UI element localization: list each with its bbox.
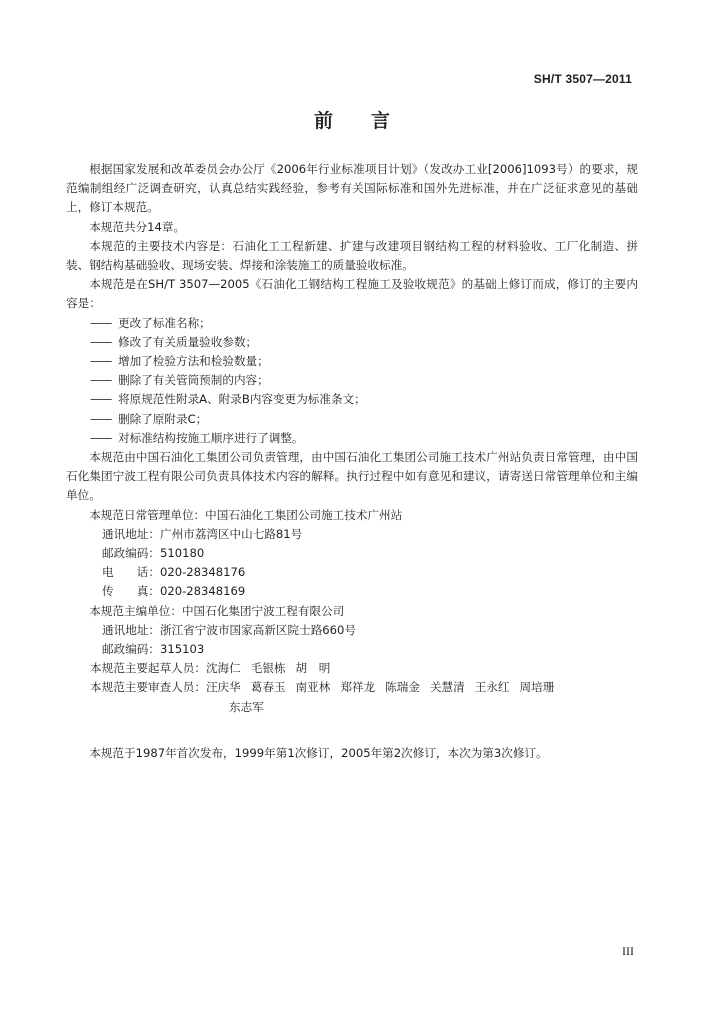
reviewers-line xyxy=(66,678,638,697)
address-value: 浙江省宁波市国家高新区院士路660号 xyxy=(159,622,357,637)
reviewers-names xyxy=(206,680,564,694)
change-item-text: 增加了检验方法和检验数量； xyxy=(118,354,269,369)
person-name: 郑祥龙 xyxy=(340,680,376,695)
person-name: 葛春玉 xyxy=(250,680,286,695)
dash: —— xyxy=(90,334,112,349)
foreword-body xyxy=(66,160,638,763)
fax-label: 传 真： xyxy=(102,584,160,599)
person-name: 沈海仁 xyxy=(205,661,241,676)
chief-unit-postcode xyxy=(66,640,638,659)
change-item xyxy=(66,352,638,371)
paragraph-revision-basis: 本规范是在SH/T 3507—2005《石油化工钢结构工程施工及验收规范》的基础上修订而成，修订的主要内容是： xyxy=(66,277,638,311)
fax-value: 020-28348169 xyxy=(159,584,246,599)
change-item-text: 更改了标准名称； xyxy=(118,315,211,330)
title-char-1: 前 xyxy=(313,110,335,132)
drafters-line xyxy=(66,659,638,678)
change-item-text: 将原规范性附录A、附录B内容变更为标准条文； xyxy=(118,392,366,407)
title-char-2: 言 xyxy=(371,110,393,132)
person-name: 东志军 xyxy=(229,699,264,714)
person-name: 汪庆华 xyxy=(205,680,241,695)
dash: —— xyxy=(90,315,112,330)
dash: —— xyxy=(90,354,112,369)
change-item xyxy=(66,429,638,448)
reviewers-continued xyxy=(66,698,638,717)
person-name: 王永红 xyxy=(474,680,510,695)
change-item-text: 对标准结构按施工顺序进行了调整。 xyxy=(118,430,304,445)
drafters-names xyxy=(206,661,340,675)
change-item xyxy=(66,410,638,429)
drafters-label: 本规范主要起草人员： xyxy=(90,661,206,676)
page-title xyxy=(0,106,706,133)
paragraph-history: 本规范于1987年首次发布，1999年第1次修订，2005年第2次修订，本次为第3次修订。 xyxy=(89,745,548,760)
person-name: 关慧清 xyxy=(429,680,465,695)
chief-unit-name: 中国石化集团宁波工程有限公司 xyxy=(181,603,345,618)
paragraph-management: 本规范由中国石油化工集团公司负责管理，由中国石油化工集团公司施工技术广州站负责日常管理，由中国石化集团宁波工程有限公司负责具体技术内容的解释。执行过程中如有意见和建议，请寄送日常管理单位和主编单位。 xyxy=(66,450,638,503)
address-label: 通讯地址： xyxy=(102,526,160,541)
address-value: 广州市荔湾区中山七路81号 xyxy=(159,526,303,541)
person-name: 胡 明 xyxy=(295,661,331,676)
reviewers-label: 本规范主要审查人员： xyxy=(90,680,206,695)
page-number: III xyxy=(622,944,634,958)
phone-label: 电 话： xyxy=(102,565,160,580)
daily-unit-address xyxy=(66,525,638,544)
change-item-text: 修改了有关质量验收参数； xyxy=(118,334,258,349)
postcode-value: 315103 xyxy=(159,642,205,657)
person-name: 陈瑞金 xyxy=(385,680,420,695)
dash: —— xyxy=(90,373,112,388)
paragraph-technical-content: 本规范的主要技术内容是：石油化工工程新建、扩建与改建项目钢结构工程的材料验收、工厂化制造、拼装、钢结构基础验收、现场安装、焊接和涂装施工的质量验收标准。 xyxy=(66,238,638,273)
dash: —— xyxy=(90,392,112,407)
daily-unit-fax xyxy=(66,582,638,601)
change-item-text: 删除了有关管筒预制的内容； xyxy=(118,373,269,388)
phone-value: 020-28348176 xyxy=(159,565,246,580)
person-name: 南亚林 xyxy=(295,680,331,695)
paragraph-basis: 根据国家发展和改革委员会办公厅《2006年行业标准项目计划》（发改办工业[2006]1093号）的要求，规范编制组经广泛调查研究，认真总结实践经验，参考有关国际标准和国外先进标准，并在广泛征求意见的基础上，修订本规范。 xyxy=(66,162,638,215)
postcode-label: 邮政编码： xyxy=(102,546,160,561)
postcode-label: 邮政编码： xyxy=(102,642,160,657)
change-item xyxy=(66,371,638,390)
postcode-value: 510180 xyxy=(159,546,205,561)
daily-unit-phone xyxy=(66,563,638,582)
person-name: 周培珊 xyxy=(519,680,555,695)
daily-unit-label: 本规范日常管理单位： xyxy=(89,507,206,522)
change-item xyxy=(66,390,638,409)
standard-code: SH/T 3507—2011 xyxy=(533,72,632,86)
address-label: 通讯地址： xyxy=(102,622,160,637)
paragraph-chapters: 本规范共分14章。 xyxy=(89,219,186,234)
chief-unit-label: 本规范主编单位： xyxy=(89,603,182,618)
dash: —— xyxy=(90,411,112,426)
daily-unit-line xyxy=(66,506,638,525)
chief-unit-address xyxy=(66,621,638,640)
chief-unit-line xyxy=(66,602,638,621)
person-name: 毛银栋 xyxy=(250,661,286,676)
daily-unit-name: 中国石油化工集团公司施工技术广州站 xyxy=(205,507,403,522)
change-item-text: 删除了原附录C； xyxy=(118,411,208,426)
daily-unit-postcode xyxy=(66,544,638,563)
change-item xyxy=(66,333,638,352)
change-item xyxy=(66,314,638,333)
dash: —— xyxy=(90,430,112,445)
